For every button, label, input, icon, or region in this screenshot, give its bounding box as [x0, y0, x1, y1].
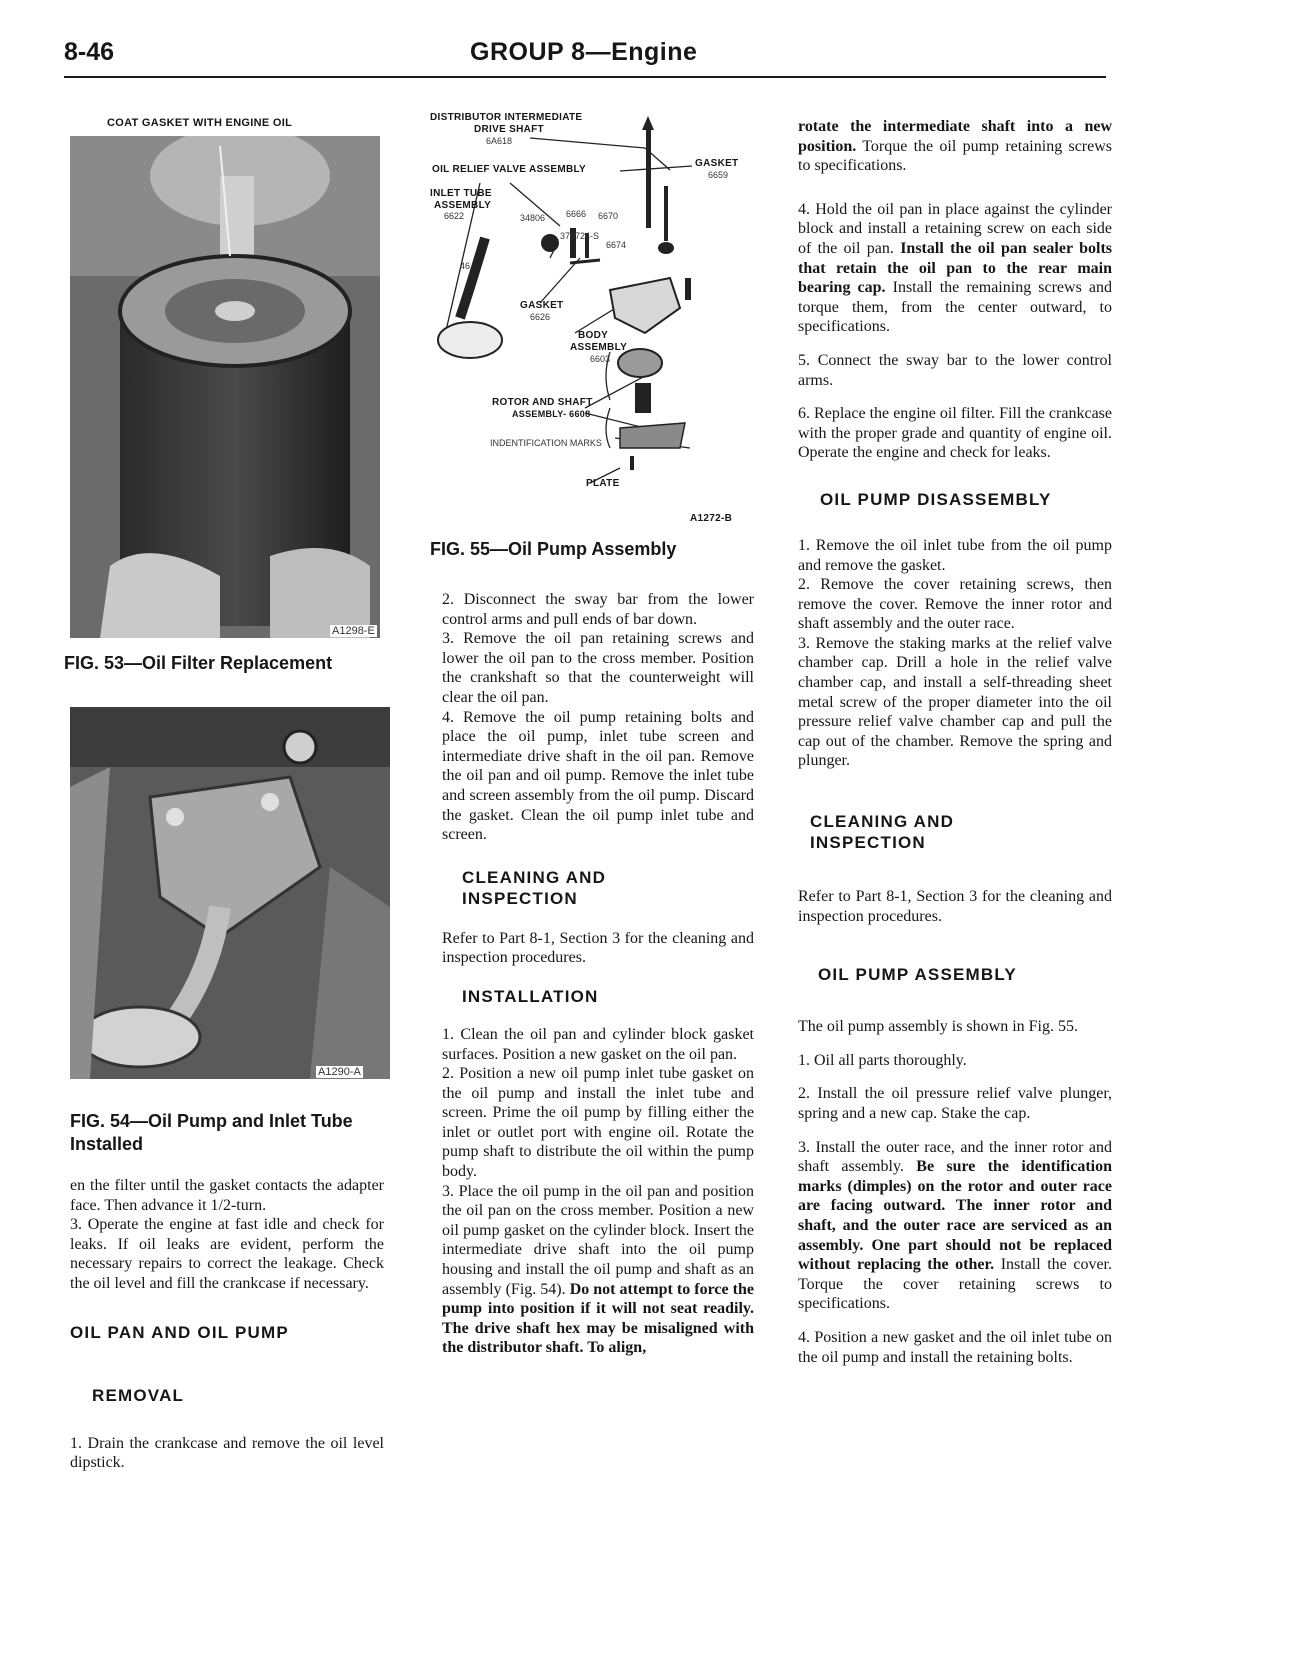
label-gasket-top: GASKET [695, 158, 739, 169]
col2-paragraph-7-bold: Do not attempt to force the pump into position if it will not seat readily. The drive shaft hex may be misaligned with the distributor shaft. To align, [442, 1280, 755, 1357]
label-rotor-1: ROTOR AND SHAFT [492, 397, 593, 408]
col2-paragraph-1: 2. Disconnect the sway bar from the lower control arms and pull ends of bar down. [442, 591, 754, 628]
col1-paragraph-2: 3. Operate the engine at fast idle and check for leaks. If oil leaks are evident, perform the necessary repairs to correct the leakage. Check the oil level and fill the crankcase if necessary. [70, 1216, 384, 1292]
col3-paragraph-2 [798, 200, 1112, 337]
col3-paragraph-1-text: Torque the oil pump retaining screws to specifications. [798, 137, 1113, 175]
heading-inspection-1: INSPECTION [462, 888, 578, 908]
running-head: GROUP 8—Engine [470, 38, 698, 66]
fig55-caption: FIG. 55—Oil Pump Assembly [430, 539, 677, 559]
col2-paragraph-2: 3. Remove the oil pan retaining screws and lower the oil pan to the cross member. Position the crankshaft so that the counterweight will clear the oil pan. [442, 630, 754, 706]
col3-paragraph-10: 1. Oil all parts thoroughly. [798, 1051, 967, 1069]
label-inlet-1: INLET TUBE [430, 188, 492, 199]
column-1-text [70, 1176, 384, 1473]
fig54-code: A1290-A [318, 1066, 361, 1078]
label-inlet-2: ASSEMBLY [434, 200, 492, 211]
label-gasket-mid: GASKET [520, 300, 564, 311]
col2-paragraph-7-text: 3. Place the oil pump in the oil pan and position the oil pan on the cross member. Position a new oil pump gasket on the cylinder block. Insert the intermediate drive shaft into the oil pump housing and install the oil pump and shaft as an assembly (Fig. 54). [442, 1182, 754, 1298]
header-rule [64, 76, 1106, 78]
fig53-code: A1298-E [332, 625, 375, 637]
label-inlet-part: 6622 [444, 211, 465, 221]
col3-paragraph-7: 3. Remove the staking marks at the relief valve chamber cap. Drill a hole in the relief valve chamber cap, and install a self-threading sheet metal screw of the proper diameter into the oil pressure relief valve chamber cap and pull the cap out of the chamber. Remove the spring and plunger. [798, 634, 1112, 770]
label-relief-valve: OIL RELIEF VALVE ASSEMBLY [432, 164, 587, 175]
fig53-callout: COAT GASKET WITH ENGINE OIL [107, 117, 293, 129]
fig54-photo [70, 707, 390, 1079]
heading-cleaning-and-2: CLEANING AND [810, 812, 955, 832]
col3-paragraph-8: Refer to Part 8-1, Section 3 for the cleaning and inspection procedures. [798, 888, 1112, 925]
label-gasket-mid-part: 6626 [530, 312, 551, 322]
col2-paragraph-6: 2. Position a new oil pump inlet tube gasket on the oil pump and install the inlet tube and screen. Prime the oil pump by filling either the inlet or outlet port with engine oil. Rotate the pump shaft to distribute the oil within the pump body. [442, 1065, 754, 1181]
col3-paragraph-13: 4. Position a new gasket and the oil inlet tube on the oil pump and install the retaining bolts. [798, 1328, 1112, 1366]
label-34806: 34806 [520, 213, 546, 223]
heading-removal: REMOVAL [92, 1385, 185, 1405]
col3-paragraph-11: 2. Install the oil pressure relief valve plunger, spring and a new cap. Stake the cap. [798, 1085, 1112, 1122]
col3-paragraph-12 [798, 1138, 1112, 1314]
label-body-2: ASSEMBLY [570, 342, 628, 353]
fig54-caption-line1: FIG. 54—Oil Pump and Inlet Tube [70, 1111, 353, 1131]
col3-paragraph-9: The oil pump assembly is shown in Fig. 55. [798, 1018, 1078, 1036]
label-370724: 370724-S [560, 231, 600, 241]
column-3-text [798, 117, 1112, 1367]
label-distributor-2: DRIVE SHAFT [474, 124, 544, 135]
label-6670: 6670 [598, 211, 619, 221]
label-gasket-top-part: 6659 [708, 170, 729, 180]
heading-oil-pump-disassembly: OIL PUMP DISASSEMBLY [820, 489, 1052, 509]
fig55-diagram [430, 108, 760, 530]
fig54-caption-line2: Installed [70, 1134, 144, 1154]
col1-paragraph-3: 1. Drain the crankcase and remove the oil level dipstick. [70, 1434, 384, 1472]
fig53-caption: FIG. 53—Oil Filter Replacement [64, 653, 333, 673]
col2-paragraph-7 [442, 1182, 754, 1358]
label-6674: 6674 [606, 240, 627, 250]
col3-paragraph-1-bold: rotate the intermediate shaft into a new position. [798, 118, 1112, 155]
col2-paragraph-3: 4. Remove the oil pump retaining bolts and place the oil pump, inlet tube screen and intermediate drive shaft in the oil pan. Remove the oil pan and oil pump. Remove the inlet tube and screen assembly from the oil pump. Discard the gasket. Clean the oil pump inlet tube and screen. [442, 708, 754, 844]
page-number: 8-46 [64, 38, 115, 66]
col3-paragraph-4: 6. Replace the engine oil filter. Fill the crankcase with the proper grade and quantity of engine oil. Operate the engine and check for leaks. [798, 405, 1112, 462]
col1-paragraph-1: en the filter until the gasket contacts the adapter face. Then advance it 1/2-turn. [70, 1177, 384, 1214]
heading-cleaning-and-1: CLEANING AND [462, 867, 607, 887]
label-body-1: BODY [578, 330, 609, 341]
heading-installation: INSTALLATION [462, 986, 599, 1006]
col2-paragraph-4: Refer to Part 8-1, Section 3 for the cleaning and inspection procedures. [442, 929, 754, 967]
label-6666: 6666 [566, 209, 587, 219]
label-distributor-part: 6A618 [486, 136, 513, 146]
label-body-part: 6603 [590, 354, 611, 364]
label-distributor-1: DISTRIBUTOR INTERMEDIATE [430, 112, 583, 123]
label-plate: PLATE [586, 478, 620, 489]
heading-oil-pan-and-oil-pump: OIL PAN AND OIL PUMP [70, 1322, 289, 1342]
col3-paragraph-12-text-a: 3. Install the outer race, and the inner rotor and shaft assembly. [798, 1138, 1112, 1176]
column-2-text [442, 590, 754, 1358]
label-46: 46 [460, 261, 471, 271]
col3-paragraph-12-text-b: Install the cover. Torque the cover retaining screws to specifications. [798, 1256, 1112, 1313]
col3-paragraph-5: 1. Remove the oil inlet tube from the oil pump and remove the gasket. [798, 536, 1112, 574]
col3-paragraph-2-text-b: Install the remaining screws and torque them, from the center outward, to specifications. [798, 279, 1113, 336]
heading-inspection-2: INSPECTION [810, 833, 926, 853]
heading-oil-pump-assembly: OIL PUMP ASSEMBLY [818, 965, 1017, 985]
fig55-code: A1272-B [690, 513, 733, 524]
fig53-photo [70, 136, 380, 638]
oil-filter-illustration [70, 136, 380, 638]
col3-paragraph-6: 2. Remove the cover retaining screws, then remove the cover. Remove the inner rotor and shaft assembly and the outer race. [798, 576, 1112, 633]
col3-paragraph-3: 5. Connect the sway bar to the lower control arms. [798, 351, 1112, 389]
col2-paragraph-5: 1. Clean the oil pan and cylinder block gasket surfaces. Position a new gasket on the oil pan. [442, 1025, 754, 1063]
label-rotor-2: ASSEMBLY- 6608 [512, 409, 591, 419]
col3-paragraph-2-text-a: 4. Hold the oil pan in place against the cylinder block and install a retaining screw on each side of the oil pan. [798, 200, 1112, 257]
oil-pump-installed-illustration [70, 707, 390, 1079]
label-identification-marks: INDENTIFICATION MARKS [490, 438, 602, 448]
col3-paragraph-12-bold: Be sure the identification marks (dimples) on the rotor and outer race are facing outward. The inner rotor and shaft, and the outer race are serviced as an assembly. One part should not be replaced without replacing the other. [798, 1158, 1113, 1274]
col3-paragraph-2-bold: Install the oil pan sealer bolts that retain the oil pan to the rear main bearing cap. [798, 239, 1112, 297]
col3-paragraph-1 [798, 117, 1112, 176]
